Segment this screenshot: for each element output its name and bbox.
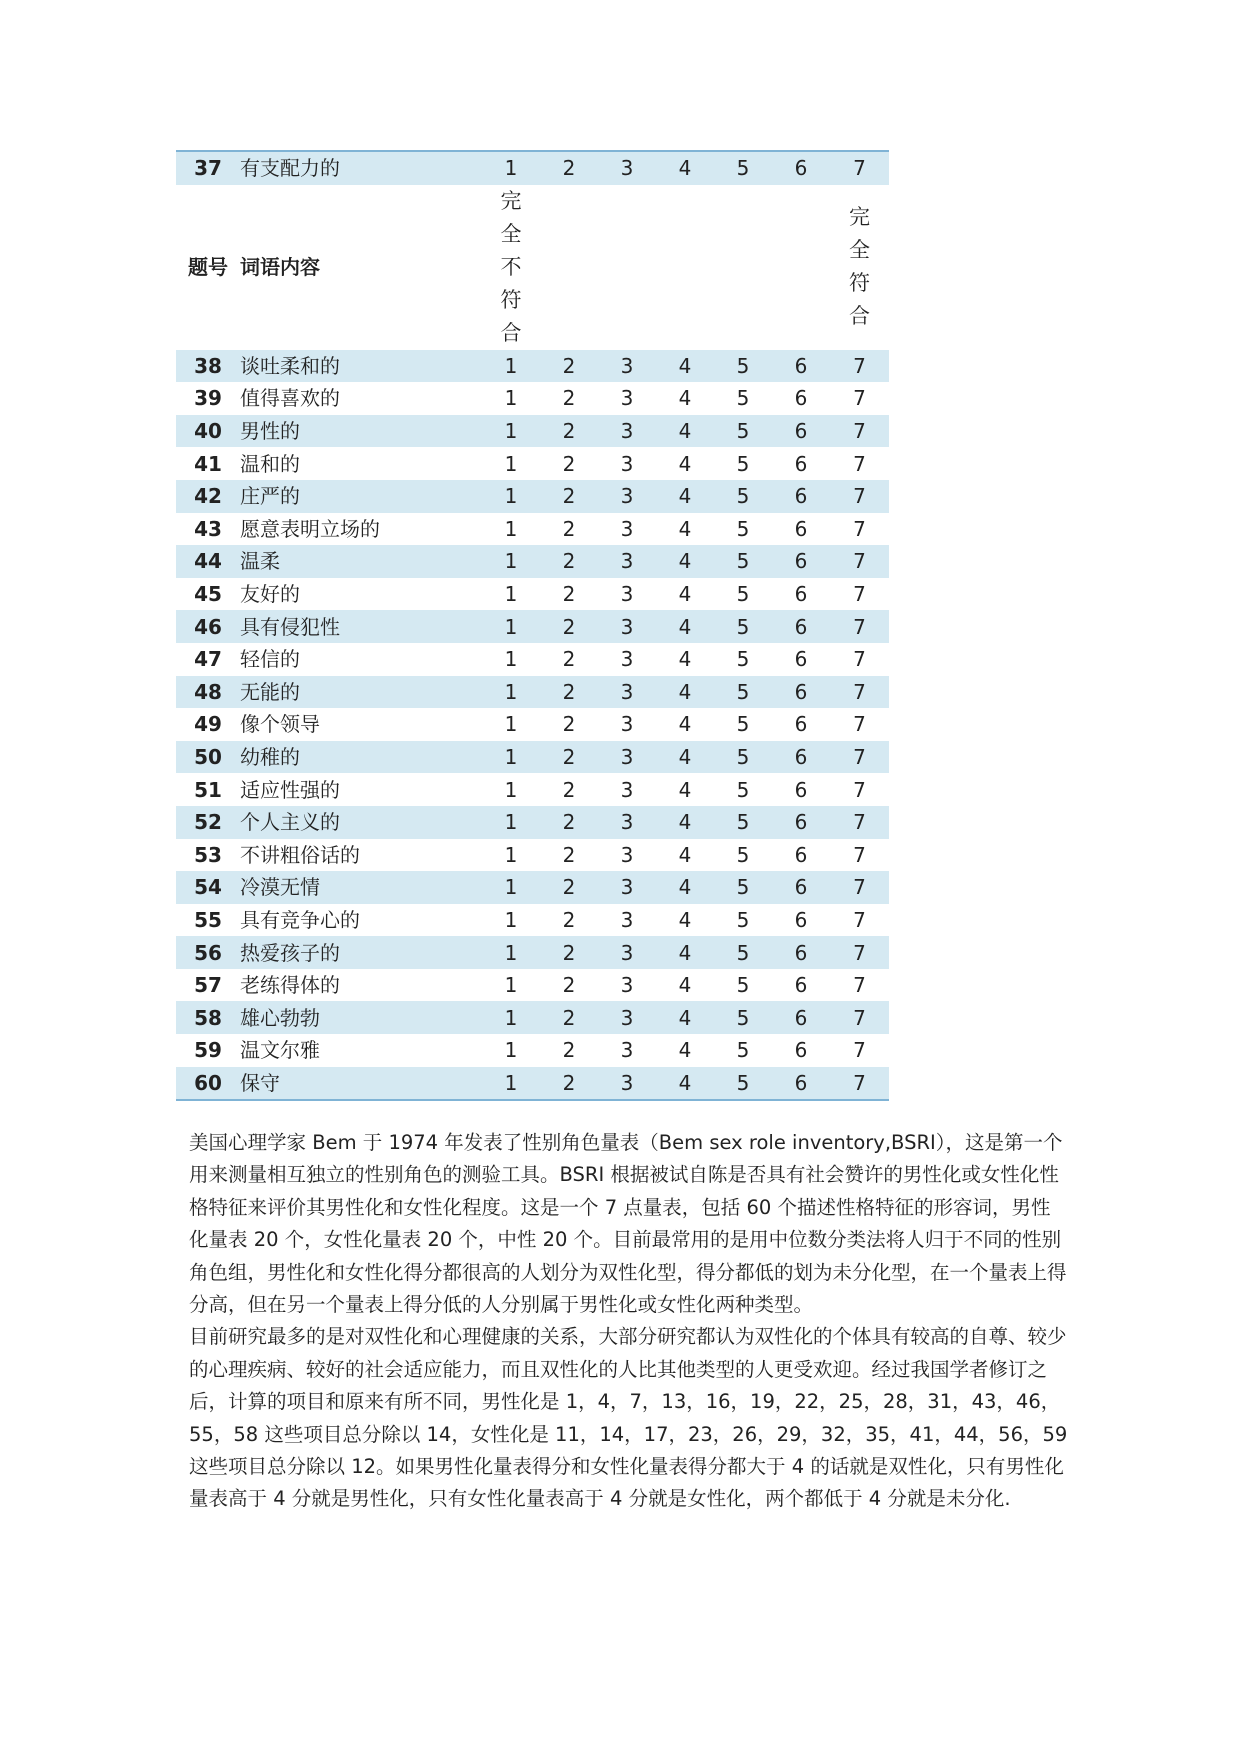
scale-option: 5 (736, 842, 750, 867)
scale-option: 3 (598, 741, 656, 774)
scale-option: 7 (830, 741, 889, 774)
table-row-item-57 (176, 969, 889, 1002)
scale-option: 7 (830, 676, 889, 709)
table-row-item-58 (176, 1001, 889, 1034)
scale-option: 6 (772, 480, 830, 513)
bsri-item-table (176, 150, 889, 1101)
scale-option: 6 (794, 777, 808, 802)
scale-option: 3 (620, 777, 634, 802)
scale-option: 3 (620, 973, 634, 998)
item-word: 值得喜欢的 (240, 386, 340, 411)
scale-option: 5 (714, 415, 772, 448)
scale-option: 2 (540, 415, 598, 448)
scale-option: 2 (562, 386, 576, 411)
scale-option: 3 (620, 647, 634, 672)
scale-option: 7 (830, 1001, 889, 1034)
scale-option: 3 (598, 1067, 656, 1101)
scale-option: 1 (504, 712, 518, 737)
scale-option: 1 (504, 842, 518, 867)
scale-option: 2 (562, 907, 576, 932)
scale-option: 4 (656, 350, 714, 383)
scale-option: 3 (598, 806, 656, 839)
scale-option: 5 (736, 386, 750, 411)
item-word: 雄心勃勃 (240, 1001, 482, 1034)
item-number: 42 (176, 480, 240, 513)
scale-option: 1 (482, 415, 540, 448)
item-word: 像个领导 (240, 712, 320, 737)
item-word: 愿意表明立场的 (240, 516, 380, 541)
scale-option: 4 (678, 907, 692, 932)
item-word: 冷漠无情 (240, 871, 482, 904)
table-row-item-54 (176, 871, 889, 904)
scale-option: 5 (736, 907, 750, 932)
table-row-item-52 (176, 806, 889, 839)
item-number: 52 (176, 806, 240, 839)
scale-option: 5 (714, 806, 772, 839)
scale-option: 6 (772, 415, 830, 448)
scale-option: 6 (772, 871, 830, 904)
item-number: 53 (194, 842, 222, 867)
scale-option: 2 (540, 806, 598, 839)
item-word: 幼稚的 (240, 741, 482, 774)
table-row-item-47 (176, 643, 889, 676)
scale-option: 4 (678, 647, 692, 672)
scale-option: 6 (772, 610, 830, 643)
scale-option: 5 (714, 936, 772, 969)
scale-option: 1 (504, 777, 518, 802)
scale-option: 6 (794, 973, 808, 998)
scale-option: 1 (482, 545, 540, 578)
item-number: 41 (194, 451, 222, 476)
item-word: 适应性强的 (240, 777, 340, 802)
scale-option: 2 (540, 1067, 598, 1101)
scale-option: 3 (598, 545, 656, 578)
scale-option: 2 (540, 741, 598, 774)
scale-option: 2 (562, 516, 576, 541)
item-word: 热爱孩子的 (240, 936, 482, 969)
scale-option: 2 (562, 777, 576, 802)
scale-option: 2 (562, 712, 576, 737)
scale-option: 4 (678, 712, 692, 737)
scale-option: 2 (540, 1001, 598, 1034)
scale-option: 3 (598, 1001, 656, 1034)
scale-option: 5 (736, 451, 750, 476)
scale-option: 3 (598, 350, 656, 383)
scale-option: 5 (714, 545, 772, 578)
scale-option: 2 (540, 936, 598, 969)
item-number: 51 (194, 777, 222, 802)
item-word: 具有竞争心的 (240, 907, 360, 932)
scale-option: 2 (540, 610, 598, 643)
scale-option: 1 (482, 676, 540, 709)
high-anchor-label: 完全符合 (849, 205, 870, 329)
scale-option: 4 (656, 151, 714, 185)
scale-option: 7 (830, 545, 889, 578)
scale-option: 4 (678, 973, 692, 998)
bsri-explanation (189, 1127, 1069, 1516)
scale-option: 6 (772, 350, 830, 383)
table-row-item-43 (176, 513, 889, 546)
scale-option: 5 (714, 1001, 772, 1034)
table-row-item-44 (176, 545, 889, 578)
scale-option: 7 (853, 777, 866, 802)
scale-option: 5 (736, 647, 750, 672)
scale-option: 1 (504, 647, 518, 672)
scale-option: 5 (714, 1067, 772, 1101)
scale-option: 7 (853, 842, 866, 867)
scale-option: 4 (678, 386, 692, 411)
item-number: 45 (194, 582, 222, 607)
item-word: 老练得体的 (240, 973, 340, 998)
item-number: 56 (176, 936, 240, 969)
scale-option: 1 (504, 907, 518, 932)
scale-option: 1 (482, 741, 540, 774)
scale-option: 4 (656, 871, 714, 904)
item-number: 50 (176, 741, 240, 774)
item-number: 57 (194, 973, 222, 998)
table-row-item-60 (176, 1067, 889, 1101)
scale-option: 3 (598, 610, 656, 643)
scale-option: 1 (504, 582, 518, 607)
scale-option: 7 (853, 582, 866, 607)
scale-option: 7 (853, 451, 866, 476)
scale-option: 6 (794, 451, 808, 476)
scale-option: 5 (714, 676, 772, 709)
table-header-row (176, 185, 889, 350)
scale-option: 7 (830, 871, 889, 904)
scale-option: 7 (830, 415, 889, 448)
table-row-item-59 (176, 1034, 889, 1067)
scale-option: 1 (504, 516, 518, 541)
table-row-item-50 (176, 741, 889, 774)
item-number: 55 (194, 907, 222, 932)
item-word: 庄严的 (240, 480, 482, 513)
scale-option: 7 (830, 610, 889, 643)
scale-option: 7 (830, 350, 889, 383)
scale-option: 6 (794, 582, 808, 607)
scale-option: 4 (656, 741, 714, 774)
scale-option: 7 (830, 806, 889, 839)
item-word: 友好的 (240, 582, 300, 607)
item-number: 48 (176, 676, 240, 709)
scale-option: 3 (620, 712, 634, 737)
item-number: 40 (176, 415, 240, 448)
scale-option: 3 (620, 907, 634, 932)
scale-option: 5 (714, 480, 772, 513)
scale-option: 2 (562, 842, 576, 867)
scale-option: 5 (736, 516, 750, 541)
scale-option: 5 (714, 610, 772, 643)
table-row-item-48 (176, 676, 889, 709)
item-number: 54 (176, 871, 240, 904)
explanation-paragraph-1: 美国心理学家 Bem 于 1974 年发表了性别角色量表（Bem sex role inventory,BSRI），这是第一个用来测量相互独立的性别角色的测验工具。BSRI 根据被试自陈是否具有社会赞许的男性化或女性化性格特征来评价其男性化和女性化程度。这是一个 7 点量表，包括 60 个描述性格特征的形容词，男性化量表 20 个，女性化量表 20 个，中性 20 个。目前最常用的是用中位数分类法将人归于不同的性别角色组，男性化和女性化得分都很高的人划分为双性化型，得分都低的划为未分化型，在一个量表上得分高，但在另一个量表上得分低的人分别属于男性化或女性化两种类型。 (189, 1131, 1067, 1317)
scale-option: 6 (772, 545, 830, 578)
scale-option: 4 (678, 777, 692, 802)
scale-option: 3 (598, 676, 656, 709)
header-low-anchor-cell (482, 185, 540, 350)
scale-option: 1 (504, 973, 518, 998)
scale-option: 3 (620, 386, 634, 411)
explanation-paragraph-2: 目前研究最多的是对双性化和心理健康的关系，大部分研究都认为双性化的个体具有较高的自尊、较少的心理疾病、较好的社会适应能力，而且双性化的人比其他类型的人更受欢迎。经过我国学者修订之后，计算的项目和原来有所不同，男性化是 1，4，7，13，16，19，22，25，28，31，43，46，55，58 这些项目总分除以 14，女性化是 11，14，17，23，26，29，32，35，41，44，56，59 这些项目总分除以 12。如果男性化量表得分和女性化量表得分都大于 4 的话就是双性化，只有男性化量表高于 4 分就是男性化，只有女性化量表高于 4 分就是女性化，两个都低于 4 分就是未分化. (189, 1325, 1068, 1511)
scale-option: 4 (656, 806, 714, 839)
scale-option: 5 (714, 350, 772, 383)
table-row-item-42 (176, 480, 889, 513)
scale-option: 4 (656, 1001, 714, 1034)
scale-option: 3 (598, 871, 656, 904)
scale-option: 5 (714, 741, 772, 774)
scale-option: 2 (562, 1038, 576, 1063)
item-number: 59 (194, 1038, 222, 1063)
scale-option: 1 (482, 871, 540, 904)
scale-option: 3 (620, 451, 634, 476)
scale-option: 1 (482, 806, 540, 839)
scale-option: 7 (853, 973, 866, 998)
item-word: 男性的 (240, 415, 482, 448)
item-number: 49 (194, 712, 222, 737)
scale-option: 5 (736, 582, 750, 607)
scale-option: 7 (853, 1038, 866, 1063)
scale-option: 6 (794, 1038, 808, 1063)
item-number: 58 (176, 1001, 240, 1034)
item-number: 44 (176, 545, 240, 578)
item-word: 个人主义的 (240, 806, 482, 839)
scale-option: 7 (853, 386, 866, 411)
scale-option: 7 (853, 712, 866, 737)
scale-option: 4 (656, 480, 714, 513)
scale-option: 5 (714, 151, 772, 185)
table-row-item-55 (176, 904, 889, 937)
table-row-item-40 (176, 415, 889, 448)
scale-option: 1 (482, 1067, 540, 1101)
scale-option: 2 (562, 582, 576, 607)
table-row-item-49 (176, 708, 889, 741)
scale-option: 2 (562, 451, 576, 476)
table-row-item-56 (176, 936, 889, 969)
scale-option: 1 (504, 386, 518, 411)
scale-option: 1 (482, 350, 540, 383)
scale-option: 4 (656, 676, 714, 709)
scale-option: 6 (772, 1001, 830, 1034)
item-word: 保守 (240, 1067, 482, 1101)
item-word: 温文尔雅 (240, 1038, 320, 1063)
scale-option: 6 (794, 386, 808, 411)
scale-option: 5 (736, 777, 750, 802)
scale-option: 3 (620, 582, 634, 607)
scale-option: 2 (540, 151, 598, 185)
scale-option: 7 (830, 936, 889, 969)
scale-option: 1 (482, 480, 540, 513)
scale-option: 7 (853, 647, 866, 672)
scale-option: 2 (540, 350, 598, 383)
scale-option: 7 (853, 907, 866, 932)
item-word: 无能的 (240, 676, 482, 709)
scale-option: 2 (540, 676, 598, 709)
scale-option: 3 (598, 480, 656, 513)
item-word: 温柔 (240, 545, 482, 578)
scale-option: 1 (482, 610, 540, 643)
table-row-item-37 (176, 151, 889, 185)
scale-option: 1 (482, 151, 540, 185)
scale-option: 3 (598, 415, 656, 448)
scale-option: 4 (656, 936, 714, 969)
table-row-item-46 (176, 610, 889, 643)
scale-option: 4 (656, 610, 714, 643)
item-number: 47 (194, 647, 222, 672)
scale-option: 4 (656, 1067, 714, 1101)
scale-option: 5 (736, 973, 750, 998)
scale-option: 3 (620, 842, 634, 867)
scale-option: 6 (794, 516, 808, 541)
item-word: 轻信的 (240, 647, 300, 672)
item-word: 有支配力的 (240, 151, 482, 185)
scale-option: 6 (794, 712, 808, 737)
scale-option: 6 (772, 936, 830, 969)
item-number: 60 (176, 1067, 240, 1101)
scale-option: 3 (620, 516, 634, 541)
scale-option: 5 (736, 1038, 750, 1063)
table-row-item-51 (176, 773, 889, 806)
scale-option: 1 (504, 1038, 518, 1063)
scale-option: 4 (678, 451, 692, 476)
item-number: 46 (176, 610, 240, 643)
scale-option: 6 (794, 907, 808, 932)
scale-option: 4 (678, 582, 692, 607)
scale-option: 1 (482, 1001, 540, 1034)
item-word: 不讲粗俗话的 (240, 842, 360, 867)
scale-option: 6 (794, 842, 808, 867)
scale-option: 5 (714, 871, 772, 904)
scale-option: 2 (562, 973, 576, 998)
scale-option: 5 (736, 712, 750, 737)
scale-option: 2 (562, 647, 576, 672)
scale-option: 7 (830, 1067, 889, 1101)
header-high-anchor-cell (830, 185, 889, 350)
item-number: 39 (194, 386, 222, 411)
scale-option: 2 (540, 545, 598, 578)
scale-option: 7 (830, 151, 889, 185)
scale-option: 7 (830, 480, 889, 513)
scale-option: 2 (540, 480, 598, 513)
table-row-item-41 (176, 447, 889, 480)
scale-option: 4 (678, 842, 692, 867)
scale-option: 4 (656, 415, 714, 448)
item-word: 温和的 (240, 451, 300, 476)
header-item-number: 题号 (188, 255, 228, 280)
item-number: 38 (176, 350, 240, 383)
scale-option: 6 (772, 1067, 830, 1101)
scale-option: 4 (678, 516, 692, 541)
table-row-item-39 (176, 382, 889, 415)
table-row-item-38 (176, 350, 889, 383)
table-row-item-45 (176, 578, 889, 611)
item-number: 43 (194, 516, 222, 541)
table-row-item-53 (176, 839, 889, 872)
scale-option: 2 (540, 871, 598, 904)
scale-option: 3 (598, 936, 656, 969)
low-anchor-label: 完全不符合 (500, 188, 522, 345)
scale-option: 1 (482, 936, 540, 969)
scale-option: 6 (772, 151, 830, 185)
item-word: 具有侵犯性 (240, 610, 482, 643)
item-number: 37 (176, 151, 240, 185)
scale-option: 6 (772, 741, 830, 774)
scale-option: 4 (678, 1038, 692, 1063)
scale-option: 6 (794, 647, 808, 672)
scale-option: 4 (656, 545, 714, 578)
scale-option: 7 (853, 516, 866, 541)
scale-option: 6 (772, 676, 830, 709)
scale-option: 3 (620, 1038, 634, 1063)
header-word-content: 词语内容 (240, 255, 320, 280)
scale-option: 6 (772, 806, 830, 839)
scale-option: 1 (504, 451, 518, 476)
item-word: 谈吐柔和的 (240, 350, 482, 383)
scale-option: 3 (598, 151, 656, 185)
